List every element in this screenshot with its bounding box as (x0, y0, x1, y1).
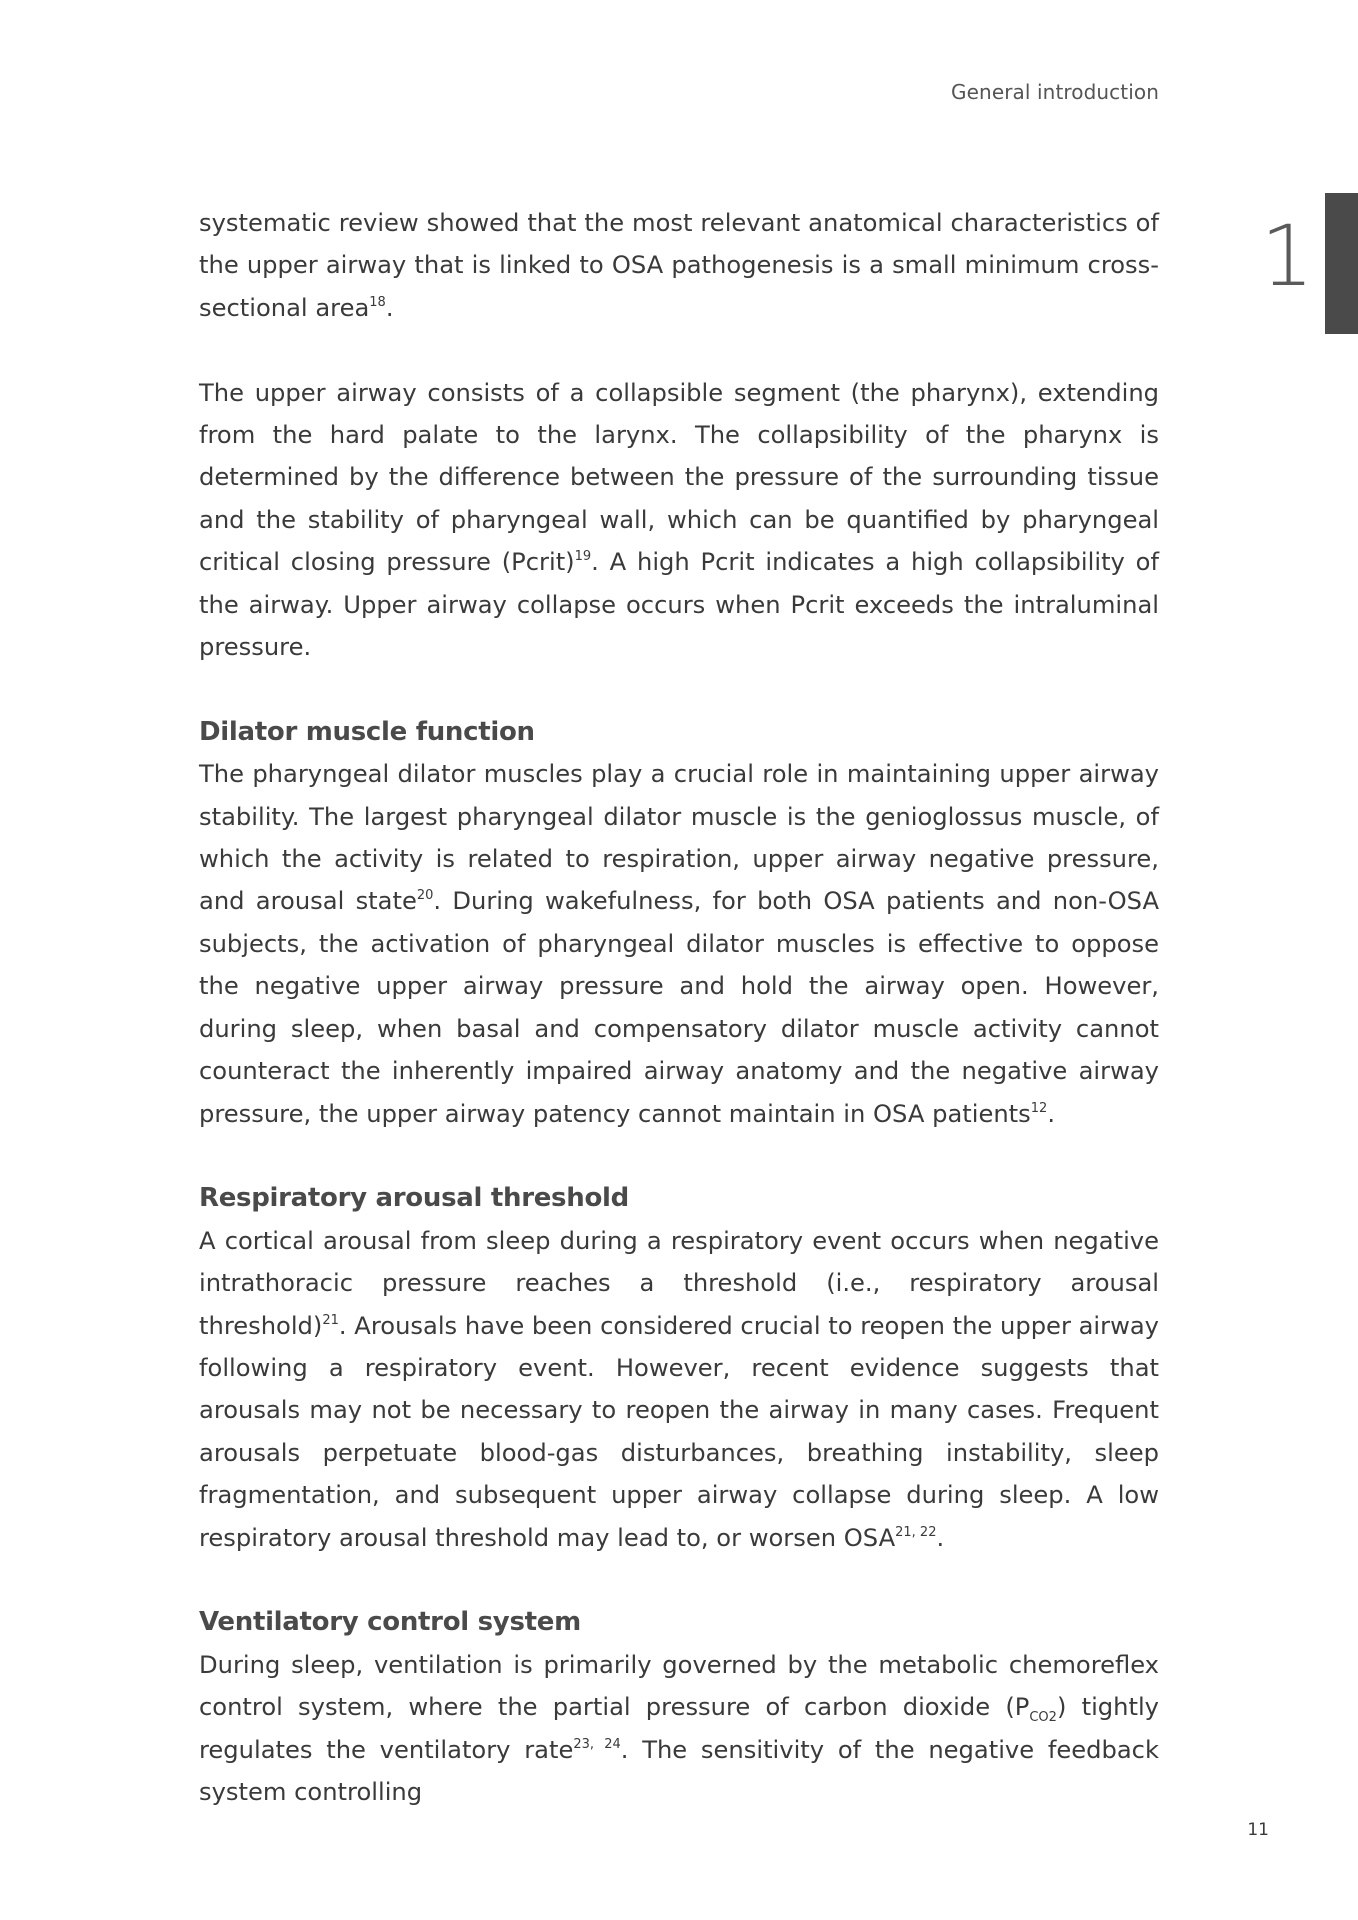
paragraph-text: . Arousals have been considered crucial to reopen the upper airway following a respiratory event. However, recent evidence suggests that arousals may not be necessary to reopen the airway in many cases. Frequent arousals perpetuate blood-gas disturbances, breathing instability, sleep fragmentation, and subsequent upper airway collapse during sleep. A low respiratory arousal threshold may lead to, or worsen OSA (199, 1311, 1159, 1552)
paragraph-text: . The sensitivity of the negative feedback system controlling (199, 1735, 1159, 1806)
paragraph-ventilatory (199, 1644, 1159, 1814)
citation-ref: 20 (416, 888, 434, 904)
paragraph-collapsibility (199, 372, 1159, 669)
citation-ref: 12 (1030, 1100, 1048, 1116)
running-header: General introduction (951, 80, 1159, 104)
paragraph-dilator (199, 753, 1159, 1135)
section-heading-arousal: Respiratory arousal threshold (199, 1183, 629, 1214)
subscript-co2: CO2 (1029, 1710, 1057, 1726)
paragraph-text: A cortical arousal from sleep during a respiratory event occurs when negative intrathoracic pressure reaches a threshold (i.e., respiratory arousal threshold) (199, 1226, 1159, 1340)
chapter-tab (1325, 193, 1358, 334)
paragraph-arousal (199, 1220, 1159, 1559)
section-heading-dilator: Dilator muscle function (199, 716, 535, 747)
citation-ref: 21, 22 (895, 1524, 937, 1540)
citation-ref: 19 (574, 549, 592, 565)
paragraph-text: . During wakefulness, for both OSA patients and non-OSA subjects, the activation of pharyngeal dilator muscles is effective to oppose the negative upper airway pressure and hold the airway open. However, during sleep, when basal and compensatory dilator muscle activity cannot counteract the inherently impaired airway anatomy and the negative airway pressure, the upper airway patency cannot maintain in OSA patients (199, 887, 1159, 1128)
paragraph-end: . (1047, 1099, 1056, 1128)
citation-ref: 18 (369, 294, 386, 310)
paragraph-text: ) tightly regulates the ventilatory rate (199, 1693, 1159, 1764)
chapter-number: 1 (1260, 207, 1314, 305)
section-heading-ventilatory: Ventilatory control system (199, 1607, 581, 1638)
body-text (199, 202, 1159, 1813)
paragraph-end: . (936, 1523, 945, 1552)
paragraph-end: . (385, 293, 394, 322)
paragraph-text: systematic review showed that the most relevant anatomical characteristics of the upper airway that is linked to OSA pathogenesis is a small minimum cross-sectional area (199, 209, 1159, 322)
citation-ref: 21 (322, 1312, 339, 1328)
page-number: 11 (1247, 1820, 1269, 1840)
citation-ref: 23, 24 (573, 1736, 621, 1752)
paragraph-text: The pharyngeal dilator muscles play a crucial role in maintaining upper airway stability. The largest pharyngeal dilator muscle is the genioglossus muscle, of which the activity is related to respiration, upper airway negative pressure, and arousal state (199, 760, 1159, 916)
paragraph-anatomy (199, 202, 1159, 329)
paragraph-text: . A high Pcrit indicates a high collapsibility of the airway. Upper airway collapse occurs when Pcrit exceeds the intraluminal pressure. (199, 548, 1159, 662)
paragraph-text: During sleep, ventilation is primarily governed by the metabolic chemoreflex control system, where the partial pressure of carbon dioxide (P (199, 1650, 1159, 1722)
paragraph-text: The upper airway consists of a collapsible segment (the pharynx), extending from the hard palate to the larynx. The collapsibility of the pharynx is determined by the difference between the pressure of the surrounding tissue and the stability of pharyngeal wall, which can be quantified by pharyngeal critical closing pressure (Pcrit) (199, 378, 1159, 577)
